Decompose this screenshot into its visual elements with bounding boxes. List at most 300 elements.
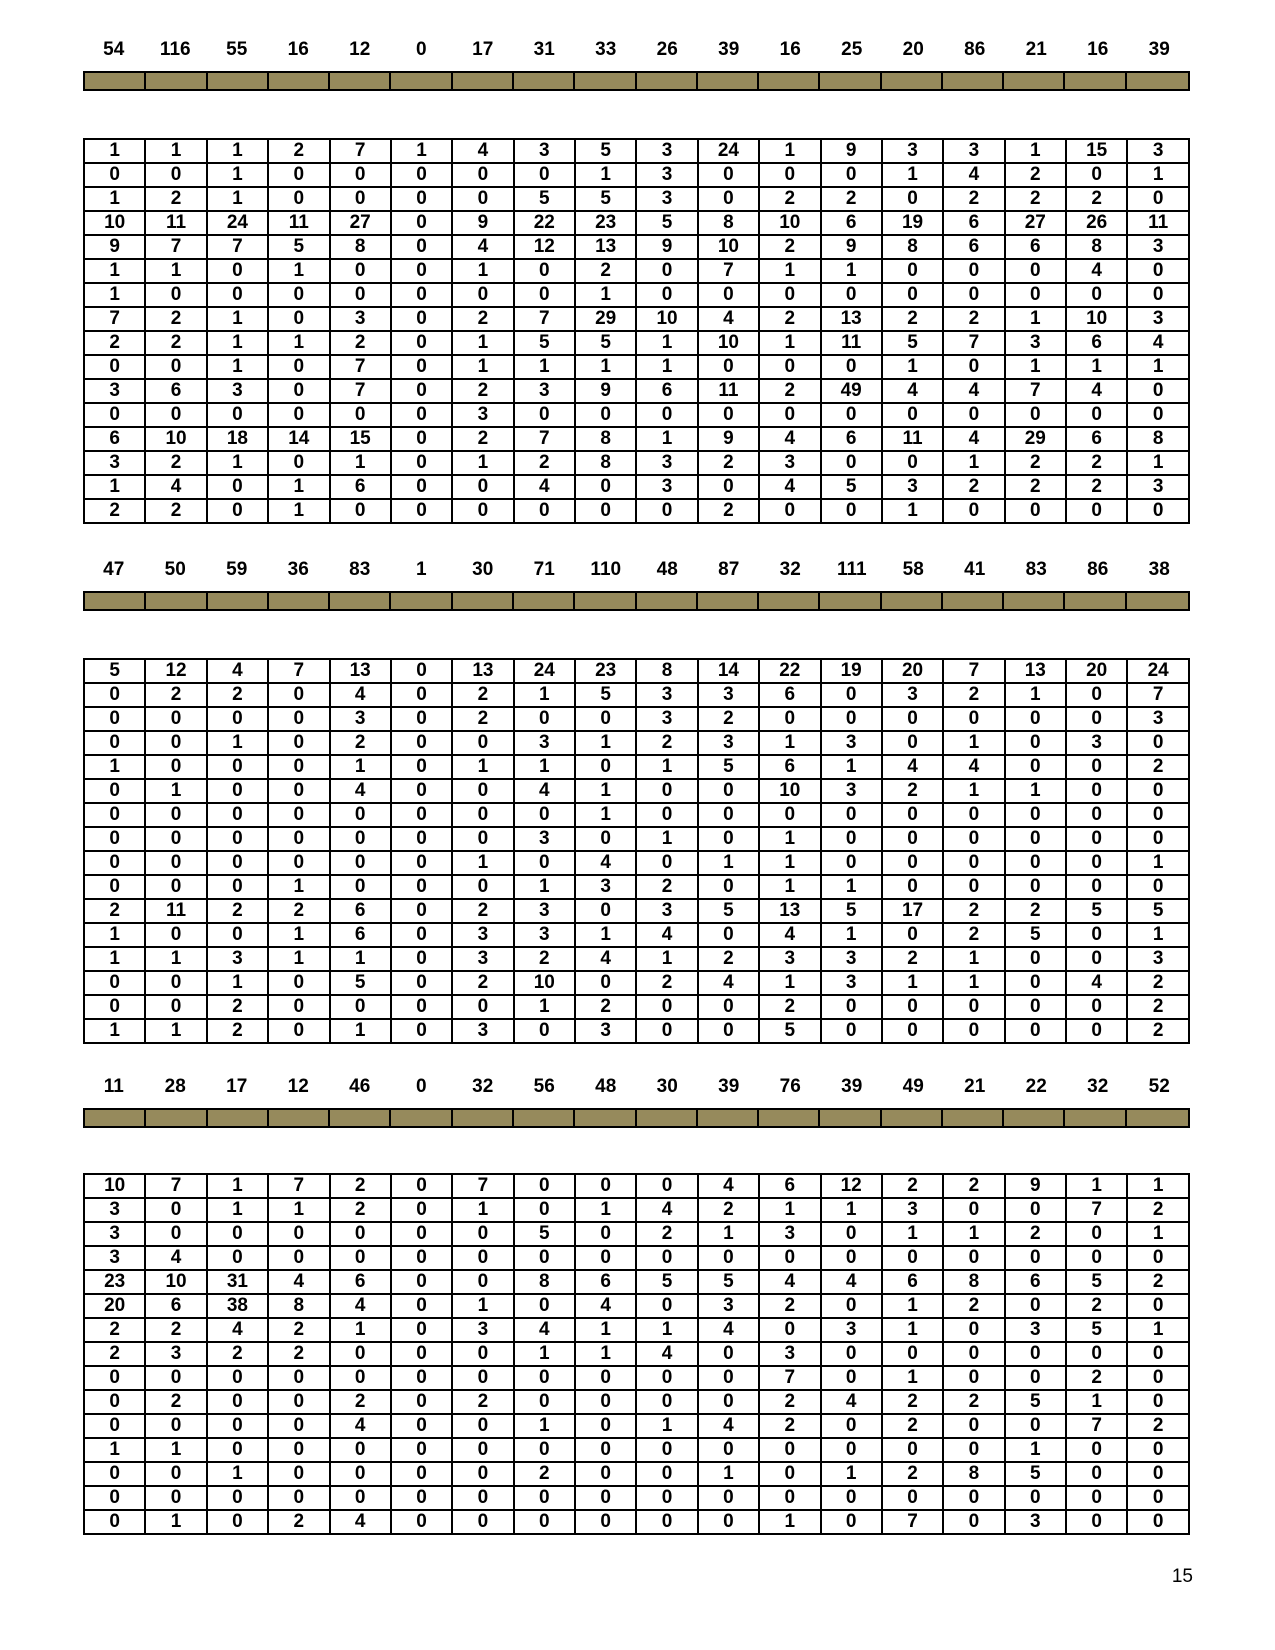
table-row [84,331,1189,355]
table-cell: 2 [452,899,513,923]
table-cell: 0 [514,1294,575,1318]
table-cell: 0 [268,851,329,875]
table-cell: 0 [391,451,452,475]
table-cell: 5 [698,1270,759,1294]
bar-cell [1004,593,1065,609]
table-cell: 0 [1066,1019,1127,1043]
table-cell: 0 [452,1510,513,1534]
table-cell: 3 [452,403,513,427]
totals-block-1 [83,35,1190,91]
table-cell: 2 [145,307,206,331]
bar-cell [882,1110,943,1126]
table-cell: 7 [268,1174,329,1198]
table-cell: 0 [636,499,697,523]
table-cell: 5 [1005,923,1066,947]
table-cell: 11 [882,427,943,451]
column-total: 39 [1148,39,1170,60]
table-cell: 0 [514,1510,575,1534]
table-cell: 4 [943,379,1004,403]
table-cell: 12 [145,659,206,683]
table-cell: 0 [452,875,513,899]
table-cell: 3 [1127,139,1189,163]
table-cell: 0 [452,1438,513,1462]
table-cell: 1 [882,499,943,523]
table-cell: 4 [821,1390,882,1414]
table-cell: 4 [943,427,1004,451]
table-cell: 0 [821,827,882,851]
table-cell: 6 [882,1270,943,1294]
table-cell: 4 [636,1342,697,1366]
table-cell: 11 [145,211,206,235]
table-cell: 1 [452,451,513,475]
table-cell: 2 [268,139,329,163]
table-cell: 1 [943,451,1004,475]
table-cell: 8 [882,235,943,259]
table-cell: 0 [145,1414,206,1438]
data-block-1 [83,138,1190,524]
table-cell: 2 [1127,1019,1189,1043]
table-cell: 2 [943,307,1004,331]
table-cell: 0 [330,803,391,827]
table-cell: 0 [882,803,943,827]
table-cell: 3 [1127,307,1189,331]
table-cell: 3 [698,731,759,755]
table-cell: 0 [84,707,145,731]
table-cell: 0 [821,1438,882,1462]
table-cell: 10 [698,235,759,259]
table-cell: 0 [145,923,206,947]
table-cell: 0 [391,707,452,731]
column-total: 21 [964,1076,986,1097]
bar-cell [759,73,820,89]
table-cell: 0 [330,1342,391,1366]
table-cell: 0 [1005,947,1066,971]
table-cell: 2 [84,331,145,355]
table-cell: 2 [698,707,759,731]
table-cell: 1 [452,1294,513,1318]
table-cell: 0 [943,1342,1004,1366]
table-cell: 14 [268,427,329,451]
table-cell: 7 [514,427,575,451]
table-cell: 0 [514,1366,575,1390]
table-cell: 4 [698,1318,759,1342]
table-cell: 1 [514,683,575,707]
table-cell: 1 [882,971,943,995]
table-cell: 6 [943,211,1004,235]
table-row [84,1438,1189,1462]
bar-cell [269,1110,330,1126]
bar-cell [637,1110,698,1126]
table-cell: 5 [821,475,882,499]
table-cell: 0 [575,707,636,731]
table-cell: 2 [759,187,820,211]
totals-bar [83,591,1190,611]
table-cell: 1 [268,923,329,947]
table-cell: 1 [1066,1390,1127,1414]
table-cell: 0 [268,827,329,851]
table-cell: 10 [636,307,697,331]
table-cell: 0 [759,163,820,187]
table-cell: 4 [759,475,820,499]
table-cell: 0 [452,475,513,499]
table-cell: 1 [1127,1318,1189,1342]
column-total: 12 [287,1076,309,1097]
table-cell: 0 [1127,1294,1189,1318]
table-cell: 0 [1127,259,1189,283]
table-cell: 1 [514,755,575,779]
table-cell: 1 [943,971,1004,995]
table-cell: 0 [1066,707,1127,731]
table-cell: 23 [84,1270,145,1294]
table-cell: 10 [84,211,145,235]
table-cell: 0 [636,1366,697,1390]
table-cell: 0 [1066,1246,1127,1270]
column-total: 48 [656,559,678,580]
table-cell: 0 [882,451,943,475]
table-cell: 0 [759,803,820,827]
totals-bar [83,71,1190,91]
table-cell: 6 [330,475,391,499]
table-cell: 1 [943,947,1004,971]
table-cell: 2 [882,947,943,971]
table-cell: 0 [391,1390,452,1414]
table-cell: 6 [1066,331,1127,355]
table-cell: 6 [84,427,145,451]
table-cell: 0 [452,1414,513,1438]
table-cell: 0 [1066,1462,1127,1486]
table-cell: 0 [882,923,943,947]
table-cell: 0 [207,259,268,283]
table-cell: 1 [821,755,882,779]
table-cell: 0 [698,187,759,211]
table-cell: 7 [759,1366,820,1390]
table-row [84,1246,1189,1270]
table-cell: 2 [452,683,513,707]
table-cell: 2 [452,971,513,995]
table-cell: 3 [882,1198,943,1222]
table-cell: 4 [145,1246,206,1270]
table-row [84,1342,1189,1366]
table-cell: 3 [636,139,697,163]
table-cell: 2 [330,731,391,755]
table-cell: 3 [1066,731,1127,755]
table-cell: 5 [759,1019,820,1043]
table-cell: 0 [1005,403,1066,427]
table-cell: 0 [207,875,268,899]
table-cell: 0 [1005,1414,1066,1438]
table-cell: 0 [636,1438,697,1462]
table-cell: 3 [84,1246,145,1270]
table-cell: 2 [84,1342,145,1366]
table-cell: 0 [698,403,759,427]
table-cell: 0 [145,851,206,875]
table-cell: 3 [452,947,513,971]
table-cell: 0 [391,659,452,683]
table-cell: 0 [145,1462,206,1486]
table-cell: 0 [1005,971,1066,995]
page-number: 15 [1171,1566,1193,1587]
table-cell: 0 [1005,1486,1066,1510]
table-cell: 7 [1066,1198,1127,1222]
table-cell: 4 [268,1270,329,1294]
table-cell: 0 [943,1366,1004,1390]
table-cell: 0 [268,971,329,995]
table-cell: 0 [1066,499,1127,523]
table-cell: 0 [575,1510,636,1534]
column-total: 28 [164,1076,186,1097]
table-cell: 0 [391,851,452,875]
table-cell: 4 [943,163,1004,187]
table-cell: 17 [882,899,943,923]
table-cell: 13 [1005,659,1066,683]
table-cell: 1 [84,259,145,283]
table-cell: 5 [636,1270,697,1294]
table-cell: 0 [391,1246,452,1270]
table-cell: 0 [391,1222,452,1246]
table-cell: 0 [268,1390,329,1414]
table-cell: 5 [1066,1270,1127,1294]
table-row [84,283,1189,307]
table-cell: 1 [1127,451,1189,475]
table-cell: 1 [84,1019,145,1043]
table-cell: 0 [1127,1366,1189,1390]
table-cell: 3 [1127,235,1189,259]
table-cell: 8 [330,235,391,259]
table-cell: 1 [943,1222,1004,1246]
bar-cell [514,1110,575,1126]
table-cell: 0 [1127,827,1189,851]
table-cell: 0 [391,307,452,331]
bar-cell [698,593,759,609]
table-cell: 10 [145,1270,206,1294]
table-cell: 1 [759,875,820,899]
column-total: 46 [349,1076,371,1097]
table-cell: 1 [1127,1222,1189,1246]
table-cell: 0 [514,259,575,283]
table-cell: 0 [207,1510,268,1534]
table-cell: 1 [84,475,145,499]
table-cell: 0 [391,331,452,355]
table-cell: 0 [1005,731,1066,755]
table-cell: 1 [1005,355,1066,379]
table-cell: 0 [145,971,206,995]
bar-cell [575,1110,636,1126]
table-cell: 0 [391,971,452,995]
table-cell: 0 [636,1174,697,1198]
table-cell: 3 [943,139,1004,163]
table-cell: 0 [1127,283,1189,307]
table-cell: 2 [1005,451,1066,475]
table-cell: 0 [330,403,391,427]
table-cell: 2 [698,947,759,971]
bar-cell [330,593,391,609]
table-cell: 5 [575,139,636,163]
table-cell: 1 [636,1414,697,1438]
bar-cell [453,73,514,89]
table-cell: 0 [943,1318,1004,1342]
table-row [84,1270,1189,1294]
table-cell: 0 [575,1366,636,1390]
table-cell: 0 [1066,163,1127,187]
table-cell: 3 [84,1222,145,1246]
column-total: 86 [964,39,986,60]
table-cell: 5 [575,187,636,211]
table-cell: 3 [636,899,697,923]
table-cell: 0 [391,211,452,235]
bar-cell [1004,73,1065,89]
table-cell: 2 [330,331,391,355]
table-cell: 1 [882,355,943,379]
table-cell: 0 [1127,1390,1189,1414]
bar-cell [820,1110,881,1126]
table-cell: 0 [391,1486,452,1510]
table-cell: 1 [759,331,820,355]
bar-cell [453,1110,514,1126]
bar-cell [269,593,330,609]
table-cell: 0 [391,947,452,971]
table-cell: 6 [330,899,391,923]
table-cell: 0 [1066,1486,1127,1510]
table-cell: 0 [575,1246,636,1270]
table-cell: 2 [1127,1414,1189,1438]
table-cell: 3 [636,707,697,731]
table-cell: 4 [330,779,391,803]
bar-cell [208,593,269,609]
table-cell: 7 [207,235,268,259]
table-cell: 1 [84,755,145,779]
table-cell: 7 [145,235,206,259]
table-cell: 0 [452,1486,513,1510]
table-row [84,899,1189,923]
column-total: 58 [902,559,924,580]
table-cell: 0 [636,1486,697,1510]
table-cell: 2 [84,899,145,923]
table-cell: 1 [575,803,636,827]
column-total: 21 [1025,39,1047,60]
table-cell: 0 [391,1294,452,1318]
table-cell: 1 [1127,355,1189,379]
table-cell: 4 [514,1318,575,1342]
table-cell: 1 [145,1438,206,1462]
table-cell: 4 [145,475,206,499]
table-cell: 18 [207,427,268,451]
table-cell: 0 [943,851,1004,875]
table-cell: 0 [1005,1366,1066,1390]
table-cell: 2 [759,995,820,1019]
table-cell: 0 [1066,755,1127,779]
table-cell: 3 [882,139,943,163]
table-cell: 0 [330,875,391,899]
table-cell: 1 [759,1510,820,1534]
table-cell: 0 [943,1246,1004,1270]
table-cell: 0 [636,1462,697,1486]
bar-cell [1127,593,1188,609]
table-cell: 0 [1127,1486,1189,1510]
column-total: 11 [103,1076,124,1097]
table-cell: 7 [882,1510,943,1534]
table-cell: 4 [759,1270,820,1294]
table-cell: 0 [330,851,391,875]
table-cell: 1 [145,1019,206,1043]
table-cell: 8 [636,659,697,683]
table-cell: 0 [330,163,391,187]
table-cell: 0 [698,163,759,187]
table-cell: 3 [759,1342,820,1366]
table-cell: 2 [1127,1198,1189,1222]
table-cell: 0 [330,1462,391,1486]
table-cell: 0 [759,283,820,307]
table-cell: 1 [821,875,882,899]
bar-cell [1127,73,1188,89]
bar-cell [146,1110,207,1126]
table-cell: 0 [882,851,943,875]
table-cell: 0 [1127,779,1189,803]
table-cell: 0 [759,403,820,427]
table-cell: 0 [391,1510,452,1534]
table-cell: 5 [514,187,575,211]
bar-cell [330,73,391,89]
table-cell: 0 [391,403,452,427]
table-cell: 0 [84,1366,145,1390]
table-cell: 3 [759,947,820,971]
table-row [84,1294,1189,1318]
column-total: 25 [841,39,863,60]
table-cell: 0 [821,995,882,1019]
table-cell: 2 [1066,1294,1127,1318]
table-cell: 4 [207,659,268,683]
table-cell: 5 [575,683,636,707]
table-cell: 1 [452,331,513,355]
table-cell: 2 [330,1390,391,1414]
table-cell: 0 [207,499,268,523]
table-cell: 0 [575,755,636,779]
table-cell: 4 [514,779,575,803]
table-cell: 0 [391,1019,452,1043]
data-block-3 [83,1173,1190,1535]
table-cell: 0 [636,779,697,803]
table-cell: 0 [759,1318,820,1342]
column-total: 38 [1148,559,1170,580]
table-cell: 1 [145,1510,206,1534]
table-cell: 2 [84,499,145,523]
bar-cell [882,73,943,89]
column-total: 22 [1025,1076,1047,1097]
table-cell: 26 [1066,211,1127,235]
table-cell: 10 [1066,307,1127,331]
table-cell: 2 [882,1414,943,1438]
table-cell: 0 [452,995,513,1019]
table-cell: 5 [882,331,943,355]
column-total: 30 [472,559,494,580]
table-cell: 0 [268,1486,329,1510]
table-cell: 0 [84,803,145,827]
table-row [84,403,1189,427]
table-cell: 3 [84,1198,145,1222]
table-cell: 5 [330,971,391,995]
table-row [84,1198,1189,1222]
table-cell: 0 [514,499,575,523]
table-cell: 14 [698,659,759,683]
table-cell: 0 [1127,803,1189,827]
table-cell: 1 [759,827,820,851]
table-cell: 1 [636,755,697,779]
table-cell: 0 [943,707,1004,731]
table-cell: 0 [268,755,329,779]
table-cell: 0 [391,499,452,523]
table-cell: 0 [330,995,391,1019]
column-total: 76 [779,1076,801,1097]
column-total: 17 [472,39,494,60]
